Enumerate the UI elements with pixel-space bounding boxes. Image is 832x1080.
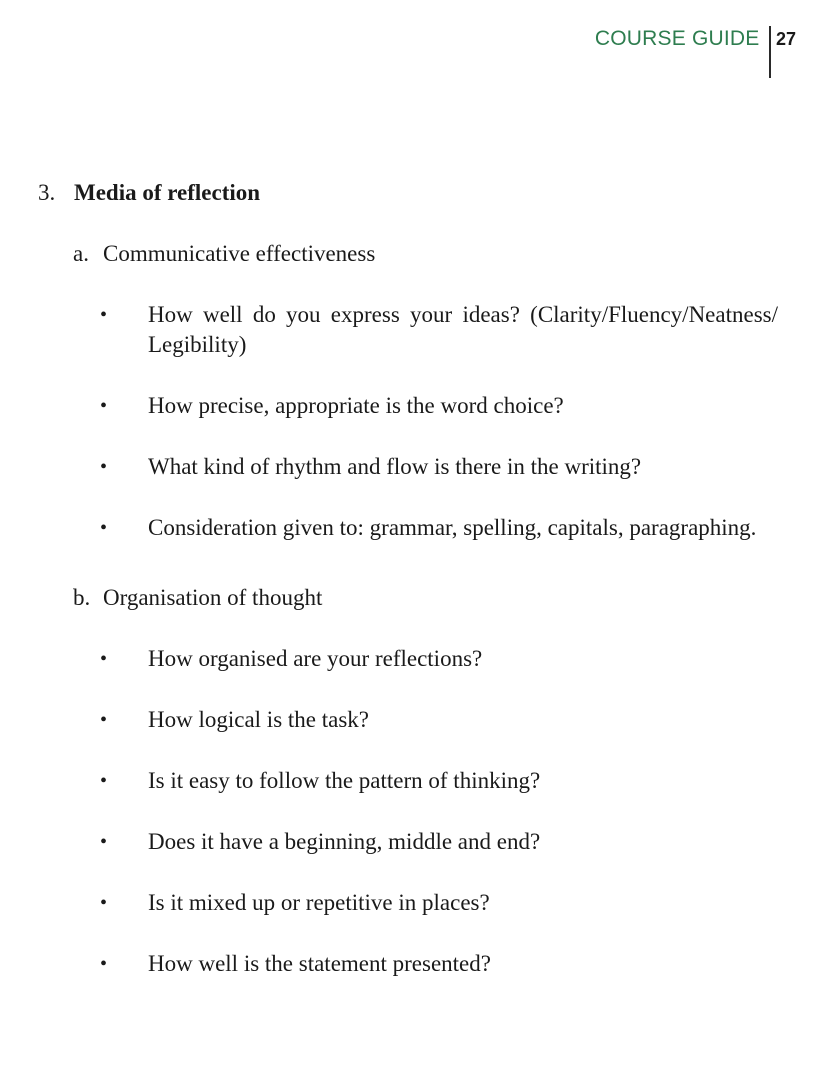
section-heading (38, 178, 798, 208)
list-item (73, 452, 798, 482)
bullet-icon: • (100, 648, 108, 670)
subsection-organisation-of-thought (73, 583, 798, 979)
list-item (73, 391, 798, 421)
list-item (73, 888, 798, 918)
bullet-icon: • (100, 456, 108, 478)
subsection-letter: a. (73, 241, 89, 266)
bullet-icon: • (100, 770, 108, 792)
section-title: Media of reflection (74, 180, 261, 205)
list-item (73, 300, 798, 360)
header-title: COURSE GUIDE (594, 27, 760, 50)
bullet-icon: • (100, 953, 108, 975)
bullet-icon: • (100, 709, 108, 731)
list-item (73, 513, 798, 543)
bullet-icon: • (100, 395, 108, 417)
subsection-heading (73, 239, 798, 269)
section-media-of-reflection (38, 178, 798, 979)
list-item-text: How organised are your reflections? (148, 646, 483, 671)
list-item-text: Is it mixed up or repetitive in places? (148, 890, 490, 915)
list-item-text: Does it have a beginning, middle and end? (148, 829, 541, 854)
list-item (73, 766, 798, 796)
bullet-list (73, 300, 798, 543)
list-item-text: Is it easy to follow the pattern of thinking? (148, 768, 541, 793)
subsection-heading (73, 583, 798, 613)
list-item-text: How well is the statement presented? (148, 951, 491, 976)
list-item-text: Consideration given to: grammar, spelling, capitals, paragraphing. (148, 515, 757, 540)
list-item (73, 827, 798, 857)
page-number: 27 (775, 29, 796, 49)
list-item (73, 949, 798, 979)
running-header (595, 26, 796, 78)
list-item-text: What kind of rhythm and flow is there in the writing? (148, 454, 642, 479)
subsection-communicative-effectiveness (73, 239, 798, 543)
section-number: 3. (38, 180, 56, 205)
subsection-title: Communicative effectiveness (103, 241, 376, 266)
list-item-text: How logical is the task? (148, 707, 370, 732)
subsection-title: Organisation of thought (103, 585, 323, 610)
bullet-icon: • (100, 831, 108, 853)
bullet-icon: • (100, 304, 108, 326)
list-item-text: How well do you express your ideas? (Clarity/Fluency/Neatness/ Legibility) (148, 302, 778, 357)
bullet-list (73, 644, 798, 979)
bullet-icon: • (100, 892, 108, 914)
subsection-letter: b. (73, 585, 91, 610)
list-item-text: How precise, appropriate is the word choice? (148, 393, 564, 418)
bullet-icon: • (100, 517, 108, 539)
list-item (73, 644, 798, 674)
list-item (73, 705, 798, 735)
